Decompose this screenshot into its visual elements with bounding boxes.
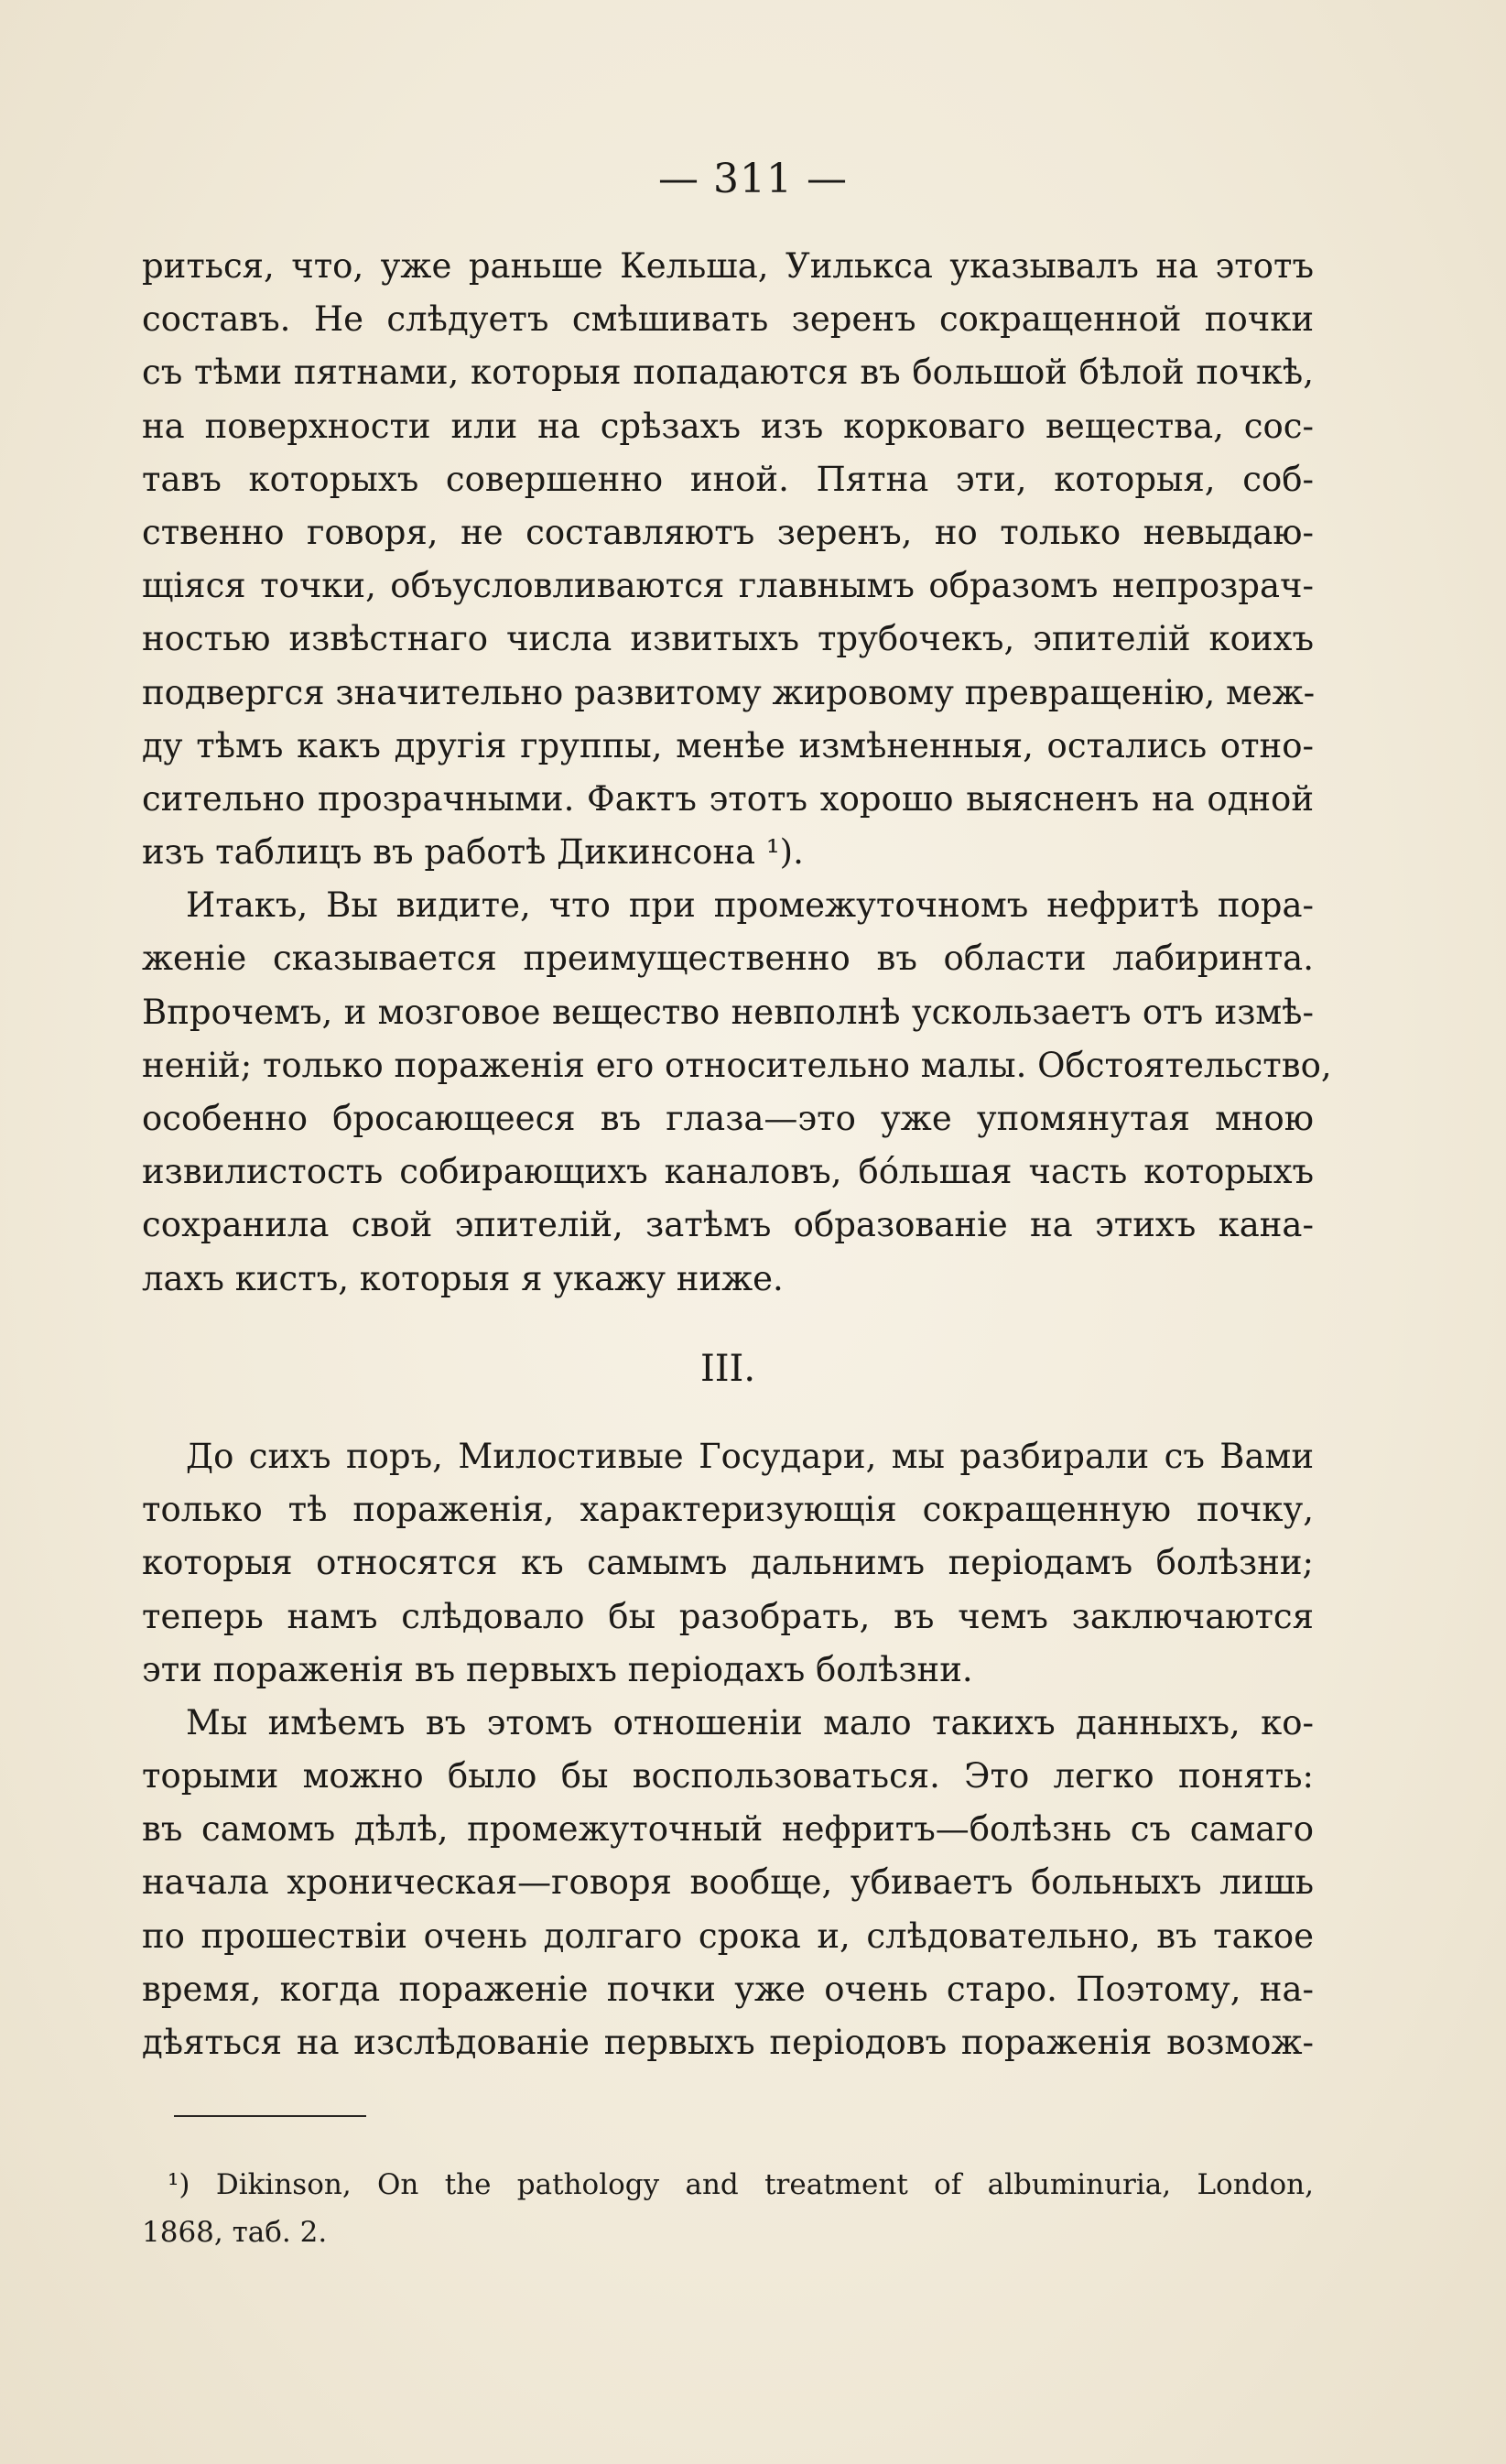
body-text bbox=[142, 240, 1332, 2069]
text-line: Итакъ, Вы видите, что при промежуточномъ нефритѣ пора- bbox=[186, 885, 1314, 926]
text-line: женіе сказывается преимущественно въ области лабиринта. bbox=[142, 939, 1314, 979]
text-line: изъ таблицъ въ работѣ Дикинсона ¹). bbox=[142, 832, 804, 873]
text-line: риться, что, уже раньше Кельша, Уилькса указывалъ на этотъ bbox=[142, 246, 1314, 286]
footnote bbox=[142, 2161, 1314, 2256]
text-line: Мы имѣемъ въ этомъ отношеніи мало такихъ данныхъ, ко- bbox=[186, 1702, 1314, 1742]
footnote-line: ¹) Dikinson, On the pathology and treatment of albuminuria, London, bbox=[168, 2168, 1314, 2201]
paragraph-2 bbox=[142, 879, 1332, 1306]
text-line: начала хроническая—говоря вообще, убиваетъ больныхъ лишь bbox=[142, 1862, 1314, 1903]
text-line: на поверхности или на срѣзахъ изъ корковаго вещества, сос- bbox=[142, 406, 1314, 446]
text-line: теперь намъ слѣдовало бы разобрать, въ чемъ заключаются bbox=[142, 1596, 1314, 1636]
text-line: дѣяться на изслѣдованіе первыхъ періодовъ пораженія возмож- bbox=[142, 2023, 1314, 2062]
text-line: время, когда пораженіе почки уже очень старо. Поэтому, на- bbox=[142, 1969, 1314, 2009]
text-line: подвергся значительно развитому жировому превращенію, меж- bbox=[142, 672, 1316, 712]
footnote-divider bbox=[174, 2115, 366, 2117]
text-line: особенно бросающееся въ глаза—это уже упомянутая мною bbox=[142, 1099, 1314, 1138]
text-line: только тѣ пораженія, характеризующія сокращенную почку, bbox=[142, 1490, 1314, 1530]
text-line: съ тѣми пятнами, которыя попадаются въ большой бѣлой почкѣ, bbox=[142, 353, 1314, 393]
text-line: извилистость собирающихъ каналовъ, бо́льшая часть которыхъ bbox=[142, 1152, 1314, 1192]
paragraph-4 bbox=[142, 1697, 1314, 2069]
text-line: эти пораженія въ первыхъ періодахъ болѣзни. bbox=[142, 1649, 973, 1689]
text-line: торыми можно было бы воспользоваться. Это легко понять: bbox=[142, 1756, 1314, 1796]
paragraph-3 bbox=[142, 1430, 1314, 1697]
text-line: ду тѣмъ какъ другія группы, менѣе измѣненныя, остались отно- bbox=[142, 725, 1314, 765]
text-line: въ самомъ дѣлѣ, промежуточный нефритъ—болѣзнь съ самаго bbox=[142, 1809, 1314, 1850]
text-line: тавъ которыхъ совершенно иной. Пятна эти, которыя, соб- bbox=[142, 459, 1314, 499]
text-line: ностью извѣстнаго числа извитыхъ трубочекъ, эпителій коихъ bbox=[142, 619, 1314, 659]
text-line: сительно прозрачными. Фактъ этотъ хорошо выясненъ на одной bbox=[142, 778, 1314, 819]
text-line: Впрочемъ, и мозговое вещество невполнѣ ускользаетъ отъ измѣ- bbox=[142, 992, 1314, 1032]
text-line: лахъ кистъ, которыя я укажу ниже. bbox=[142, 1258, 784, 1298]
text-line: которыя относятся къ самымъ дальнимъ періодамъ болѣзни; bbox=[142, 1543, 1314, 1583]
page-number: — 311 — bbox=[658, 156, 848, 202]
text-line: составъ. Не слѣдуетъ смѣшивать зеренъ сокращенной почки bbox=[142, 299, 1314, 340]
text-line: До сихъ поръ, Милостивые Государи, мы разбирали съ Вами bbox=[186, 1436, 1314, 1476]
text-line: щіяся точки, объусловливаются главнымъ образомъ непрозрач- bbox=[142, 566, 1314, 606]
text-line: по прошествіи очень долгаго срока и, слѣдовательно, въ такое bbox=[142, 1916, 1314, 1956]
section-heading: III. bbox=[699, 1347, 756, 1390]
text-line: неній; только пораженія его относительно малы. Обстоятельство, bbox=[142, 1045, 1332, 1085]
paragraph-1 bbox=[142, 240, 1314, 879]
text-line: ственно говоря, не составляютъ зеренъ, но только невыдаю- bbox=[142, 512, 1314, 552]
footnote-line: 1868, таб. 2. bbox=[142, 2216, 328, 2249]
text-line: сохранила свой эпителій, затѣмъ образованіе на этихъ кана- bbox=[142, 1205, 1314, 1245]
